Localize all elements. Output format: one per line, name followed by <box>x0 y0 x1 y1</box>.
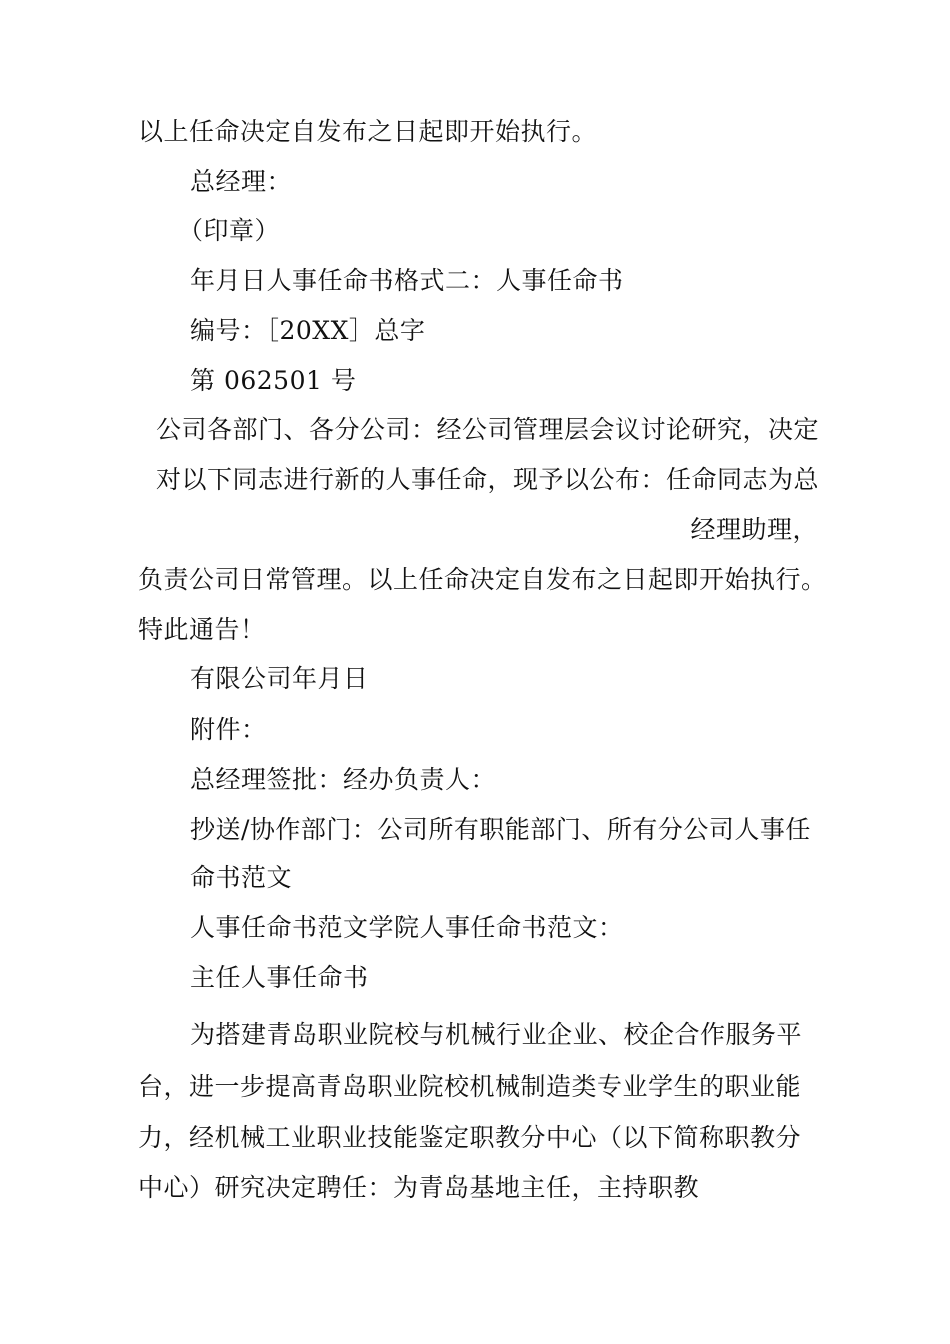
document-serial: 第 062501 号 <box>190 366 357 395</box>
paragraph-line: 以上任命决定自发布之日起即开始执行。 <box>138 117 598 146</box>
paragraph-line: 公司各部门、各分公司：经公司管理层会议讨论研究，决定 <box>156 415 820 444</box>
paragraph-line: 经理助理， <box>690 515 818 544</box>
paragraph-line: 力，经机械工业职业技能鉴定职教分中心（以下简称职教分 <box>138 1123 802 1152</box>
paragraph-line: 台，进一步提高青岛职业院校机械制造类专业学生的职业能 <box>138 1072 802 1101</box>
paragraph-line: 负责公司日常管理。以上任命决定自发布之日起即开始执行。 <box>138 565 827 594</box>
document-number: 编号：［20XX］总字 <box>190 316 426 345</box>
section-heading: 人事任命书范文学院人事任命书范文： <box>190 913 624 942</box>
approval-line: 总经理签批：经办负责人： <box>190 765 497 794</box>
cc-line-continued: 命书范文 <box>190 863 293 892</box>
seal-label: （印章） <box>178 216 281 245</box>
general-manager-label: 总经理： <box>190 167 293 196</box>
paragraph-line: 为搭建青岛职业院校与机械行业企业、校企合作服务平 <box>190 1020 803 1049</box>
section-subheading: 主任人事任命书 <box>190 963 369 992</box>
paragraph-line: 中心）研究决定聘任：为青岛基地主任，主持职教 <box>138 1173 700 1202</box>
attachment-label: 附件： <box>190 715 267 744</box>
format-two-heading: 年月日人事任命书格式二：人事任命书 <box>190 266 624 295</box>
paragraph-line: 对以下同志进行新的人事任命，现予以公布：任命同志为总 <box>156 465 820 494</box>
cc-line: 抄送/协作部门：公司所有职能部门、所有分公司人事任 <box>190 815 811 844</box>
company-date-line: 有限公司年月日 <box>190 664 369 693</box>
notice-line: 特此通告！ <box>138 615 266 644</box>
